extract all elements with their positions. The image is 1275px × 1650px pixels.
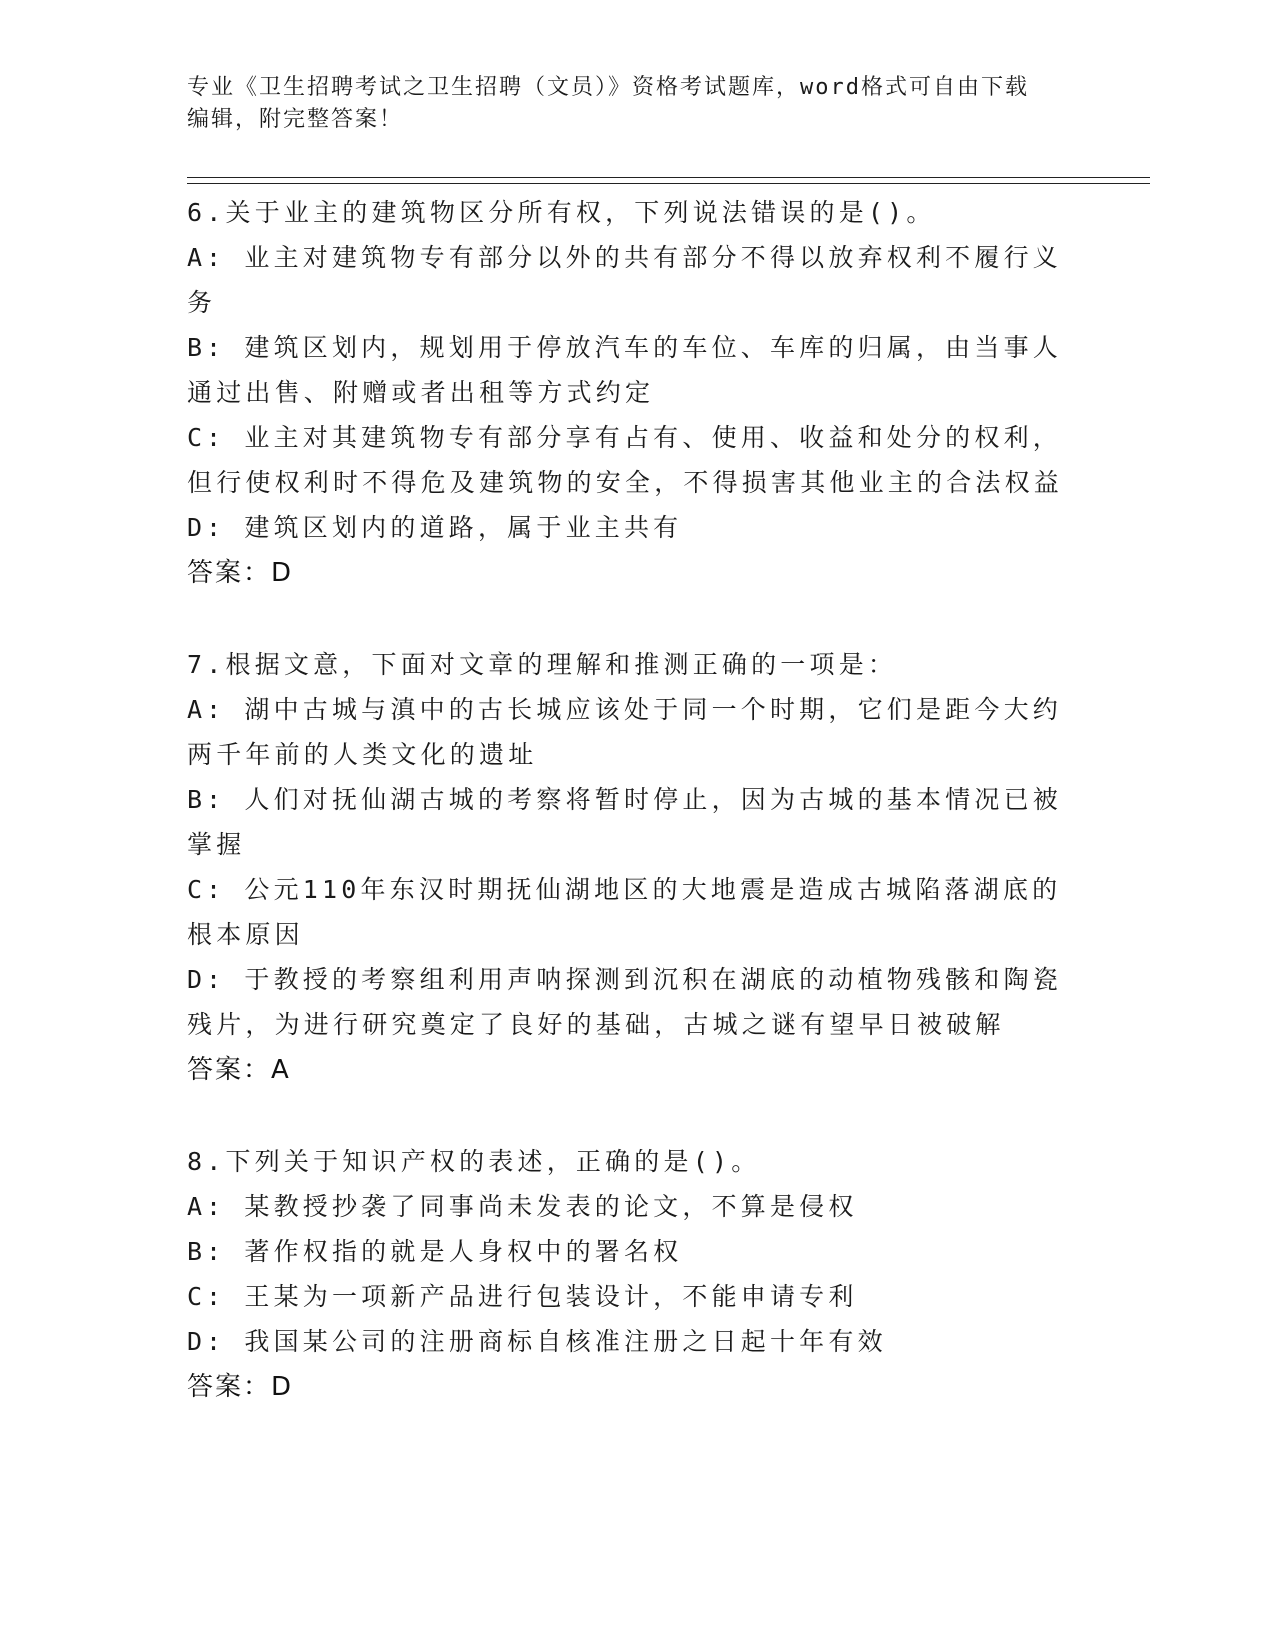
option-c <box>187 867 1087 957</box>
option-text: 湖中古城与滇中的古长城应该处于同一个时期，它们是距今大约两千年前的人类文化的遗址 <box>187 695 1062 769</box>
option-label: D: <box>187 965 226 994</box>
question-list <box>187 190 1087 1456</box>
header-divider-top <box>187 177 1150 178</box>
option-d <box>187 1319 1087 1364</box>
option-c <box>187 415 1087 505</box>
question-6 <box>187 190 1087 596</box>
option-label: B: <box>187 1237 226 1266</box>
option-text: 我国某公司的注册商标自核准注册之日起十年有效 <box>244 1327 887 1356</box>
option-label: C: <box>187 1282 226 1311</box>
option-text: 于教授的考察组利用声呐探测到沉积在湖底的动植物残骸和陶瓷残片，为进行研究奠定了良好的基础，古城之谜有望早日被破解 <box>187 965 1062 1039</box>
option-label: A: <box>187 1192 226 1221</box>
question-stem: 7.根据文意，下面对文章的理解和推测正确的一项是： <box>187 650 898 679</box>
answer-line: 答案：D <box>187 558 294 588</box>
question-8 <box>187 1139 1087 1410</box>
option-label: A: <box>187 243 226 272</box>
option-d <box>187 957 1087 1047</box>
option-label: A: <box>187 695 226 724</box>
option-a <box>187 235 1087 325</box>
option-d <box>187 505 1087 550</box>
option-c <box>187 1274 1087 1319</box>
option-b <box>187 1229 1087 1274</box>
option-text: 业主对建筑物专有部分以外的共有部分不得以放弃权利不履行义务 <box>187 243 1062 317</box>
option-label: C: <box>187 875 226 904</box>
document-header <box>187 72 1087 136</box>
question-stem: 6.关于业主的建筑物区分所有权，下列说法错误的是()。 <box>187 198 936 227</box>
option-text: 人们对抚仙湖古城的考察将暂时停止，因为古城的基本情况已被掌握 <box>187 785 1062 859</box>
answer-line: 答案：A <box>187 1055 291 1085</box>
option-label: D: <box>187 1327 226 1356</box>
option-label: B: <box>187 785 226 814</box>
option-label: C: <box>187 423 226 452</box>
option-b <box>187 777 1087 867</box>
option-text: 著作权指的就是人身权中的署名权 <box>244 1237 683 1266</box>
option-text: 建筑区划内，规划用于停放汽车的车位、车库的归属，由当事人通过出售、附赠或者出租等方式约定 <box>187 333 1062 407</box>
question-stem: 8.下列关于知识产权的表述，正确的是()。 <box>187 1147 761 1176</box>
answer-line: 答案：D <box>187 1372 294 1402</box>
option-a <box>187 1184 1087 1229</box>
question-7 <box>187 642 1087 1093</box>
option-label: B: <box>187 333 226 362</box>
option-text: 公元110年东汉时期抚仙湖地区的大地震是造成古城陷落湖底的根本原因 <box>187 875 1062 949</box>
option-a <box>187 687 1087 777</box>
option-label: D: <box>187 513 226 542</box>
option-b <box>187 325 1087 415</box>
option-text: 王某为一项新产品进行包装设计，不能申请专利 <box>244 1282 858 1311</box>
option-text: 建筑区划内的道路，属于业主共有 <box>244 513 683 542</box>
header-divider-bottom <box>187 183 1150 184</box>
header-line-2: 编辑，附完整答案！ <box>187 107 404 132</box>
header-line-1: 专业《卫生招聘考试之卫生招聘（文员）》资格考试题库，word格式可自由下载 <box>187 75 1029 100</box>
option-text: 某教授抄袭了同事尚未发表的论文，不算是侵权 <box>244 1192 858 1221</box>
option-text: 业主对其建筑物专有部分享有占有、使用、收益和处分的权利，但行使权利时不得危及建筑物的安全，不得损害其他业主的合法权益 <box>187 423 1064 497</box>
